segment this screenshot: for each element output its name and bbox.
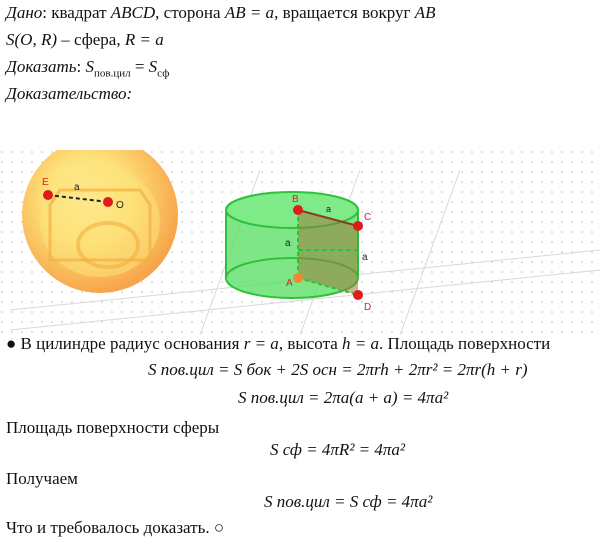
eq2-content: S пов.цил = 2πa(a + a) = 4πa² [238,388,449,407]
given-text-3: , вращается вокруг [274,3,415,22]
bullet-line [6,334,550,354]
point-c [353,221,363,231]
bullet-h-eq-a: h = a [342,334,379,353]
sphere-label-a: a [74,182,80,193]
sphere-text: – сфера, [56,30,125,49]
bullet-area-text: . Площадь поверхности [379,334,551,353]
point-a [293,273,303,283]
point-d [353,290,363,300]
eq4-content: S пов.цил = S сф = 4πa² [264,492,433,511]
prove-rhs-sub: сф [157,67,170,80]
label-c: C [364,212,372,223]
prove-lhs [85,57,131,80]
geometry-figure [0,150,600,335]
point-b [293,205,303,215]
given-line [6,3,436,23]
bullet-r-eq-a: r = a [243,334,279,353]
eq1-content: S пов.цил = S бок + 2S осн = 2πrh + 2πr² = 2πr(h + r) [148,360,528,379]
prove-colon: : [76,57,82,76]
end-text: Что и требовалось доказать. ○ [6,518,225,537]
given-ab-eq-a: AB = a [224,3,275,22]
get-text: Получаем [6,469,78,488]
label-side-right: a [362,252,368,263]
equation-3 [270,440,405,460]
sphere-line [6,30,164,50]
bullet-text: В цилиндре радиус основания [20,334,244,353]
bullet-dot: ● [6,334,17,353]
proof-label: Доказательство: [6,84,133,103]
eq3-content: S сф = 4πR² = 4πa² [270,440,405,459]
label-d: D [364,302,372,313]
bullet-comma-height: , высота [278,334,343,353]
given-text-1: : квадрат [42,3,111,22]
given-text-2: , сторона [155,3,225,22]
label-b: B [292,194,299,205]
prove-rhs-s: S [148,57,158,76]
sphere-center-o [103,197,113,207]
given-label: Дано [6,3,43,22]
given-axis: AB [414,3,436,22]
prove-label: Доказать [6,57,77,76]
prove-lhs-sub: пов.цил [93,67,131,80]
sphere-point-e [43,190,53,200]
label-a: A [286,278,293,289]
prove-rhs [148,57,170,80]
equation-4 [264,492,432,512]
label-side-top: a [326,204,332,214]
label-side-left: a [285,238,291,249]
prove-eq: = [130,57,149,76]
prove-line [6,57,169,79]
sphere-area-text: Площадь поверхности сферы [6,418,220,437]
equation-1 [148,360,528,380]
sphere-label-e: E [42,177,49,188]
sphere-symbol: S(O, R) [6,30,57,49]
sphere-radius-eq: R = a [124,30,164,49]
sphere-label-o: O [116,200,124,211]
given-abcd: ABCD [110,3,156,22]
equation-2 [238,388,448,408]
prove-lhs-s: S [85,57,94,76]
